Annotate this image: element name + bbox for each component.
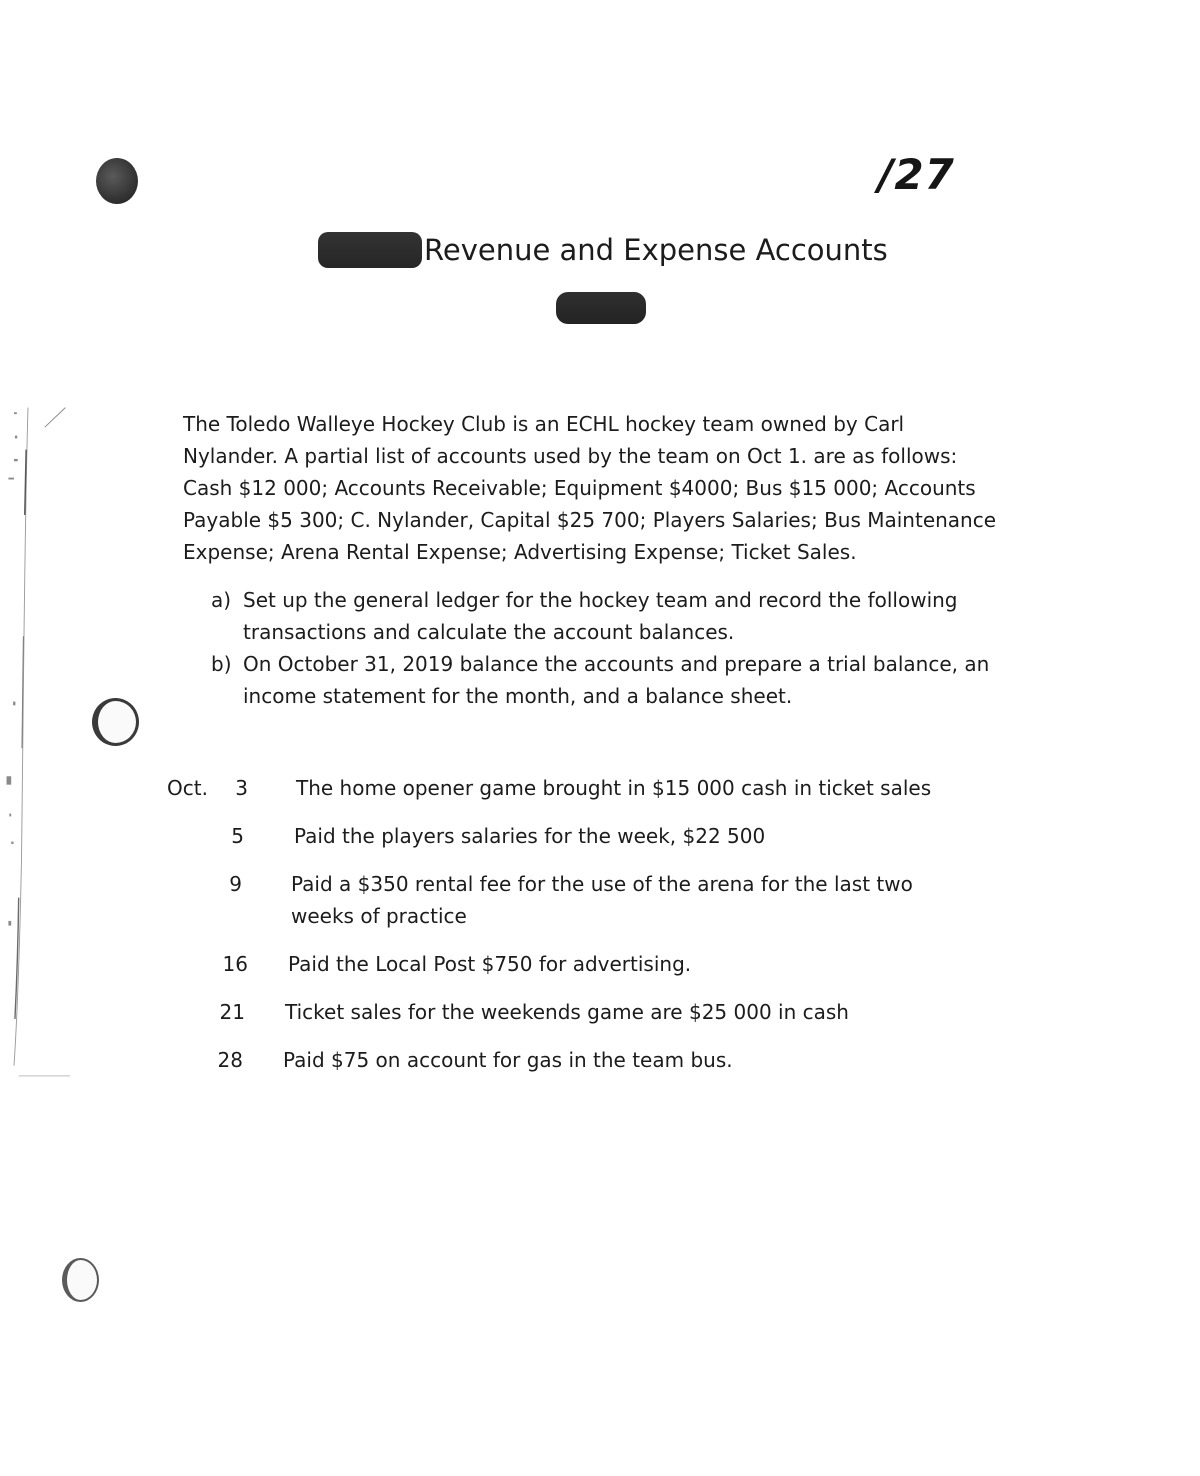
title-row: [318, 228, 888, 272]
transaction-day: 16: [222, 952, 248, 976]
transaction-text: [291, 868, 913, 932]
redaction-mark: [556, 292, 646, 324]
redaction-mark: [318, 232, 422, 268]
transaction-text: [288, 948, 691, 980]
task-list: [211, 584, 1011, 712]
transaction-day: 3: [235, 776, 248, 800]
month-label: Oct.: [167, 776, 208, 800]
transaction-line: Paid a $350 rental fee for the use of the arena for the last two: [291, 872, 913, 896]
task-line: On October 31, 2019 balance the accounts and prepare a trial balance, an: [243, 652, 990, 676]
task-body: [243, 584, 958, 648]
task-marker: a): [211, 588, 232, 612]
transaction-line: Ticket sales for the weekends game are $25 000 in cash: [285, 1000, 849, 1024]
transaction-day: 5: [231, 824, 244, 848]
transaction-line: The home opener game brought in $15 000 cash in ticket sales: [296, 776, 932, 800]
transaction-line: weeks of practice: [291, 904, 467, 928]
transaction-text: [296, 772, 931, 804]
task-item: [211, 584, 1011, 648]
score-total: /27: [878, 150, 955, 199]
task-marker: b): [211, 652, 232, 676]
transaction-line: Paid $75 on account for gas in the team bus.: [283, 1048, 733, 1072]
intro-line: Expense; Arena Rental Expense; Advertising Expense; Ticket Sales.: [183, 540, 857, 564]
transaction-text: [285, 996, 849, 1028]
transaction-line: Paid the players salaries for the week, $22 500: [294, 824, 766, 848]
task-line: Set up the general ledger for the hockey team and record the following: [243, 588, 958, 612]
transaction-day: 21: [219, 1000, 245, 1024]
punch-hole: [62, 1258, 99, 1302]
task-body: [243, 648, 989, 712]
punch-hole: [92, 698, 139, 746]
transaction-text: [294, 820, 765, 852]
intro-line: Nylander. A partial list of accounts used by the team on Oct 1. are as follows:: [183, 444, 958, 468]
task-line: transactions and calculate the account balances.: [243, 620, 735, 644]
scan-edge-artifact: [0, 0, 70, 1476]
punch-hole: [96, 158, 138, 204]
intro-line: Payable $5 300; C. Nylander, Capital $25 700; Players Salaries; Bus Maintenance: [183, 508, 997, 532]
transaction-day: 9: [229, 872, 242, 896]
transaction-text: [283, 1044, 733, 1076]
task-item: [211, 648, 1011, 712]
task-line: income statement for the month, and a balance sheet.: [243, 684, 793, 708]
transaction-day: 28: [217, 1048, 243, 1072]
page-title: Revenue and Expense Accounts: [424, 233, 888, 267]
intro-line: Cash $12 000; Accounts Receivable; Equipment $4000; Bus $15 000; Accounts: [183, 476, 976, 500]
transaction-line: Paid the Local Post $750 for advertising.: [288, 952, 692, 976]
intro-line: The Toledo Walleye Hockey Club is an ECHL hockey team owned by Carl: [183, 412, 905, 436]
intro-paragraph: [183, 408, 1013, 568]
